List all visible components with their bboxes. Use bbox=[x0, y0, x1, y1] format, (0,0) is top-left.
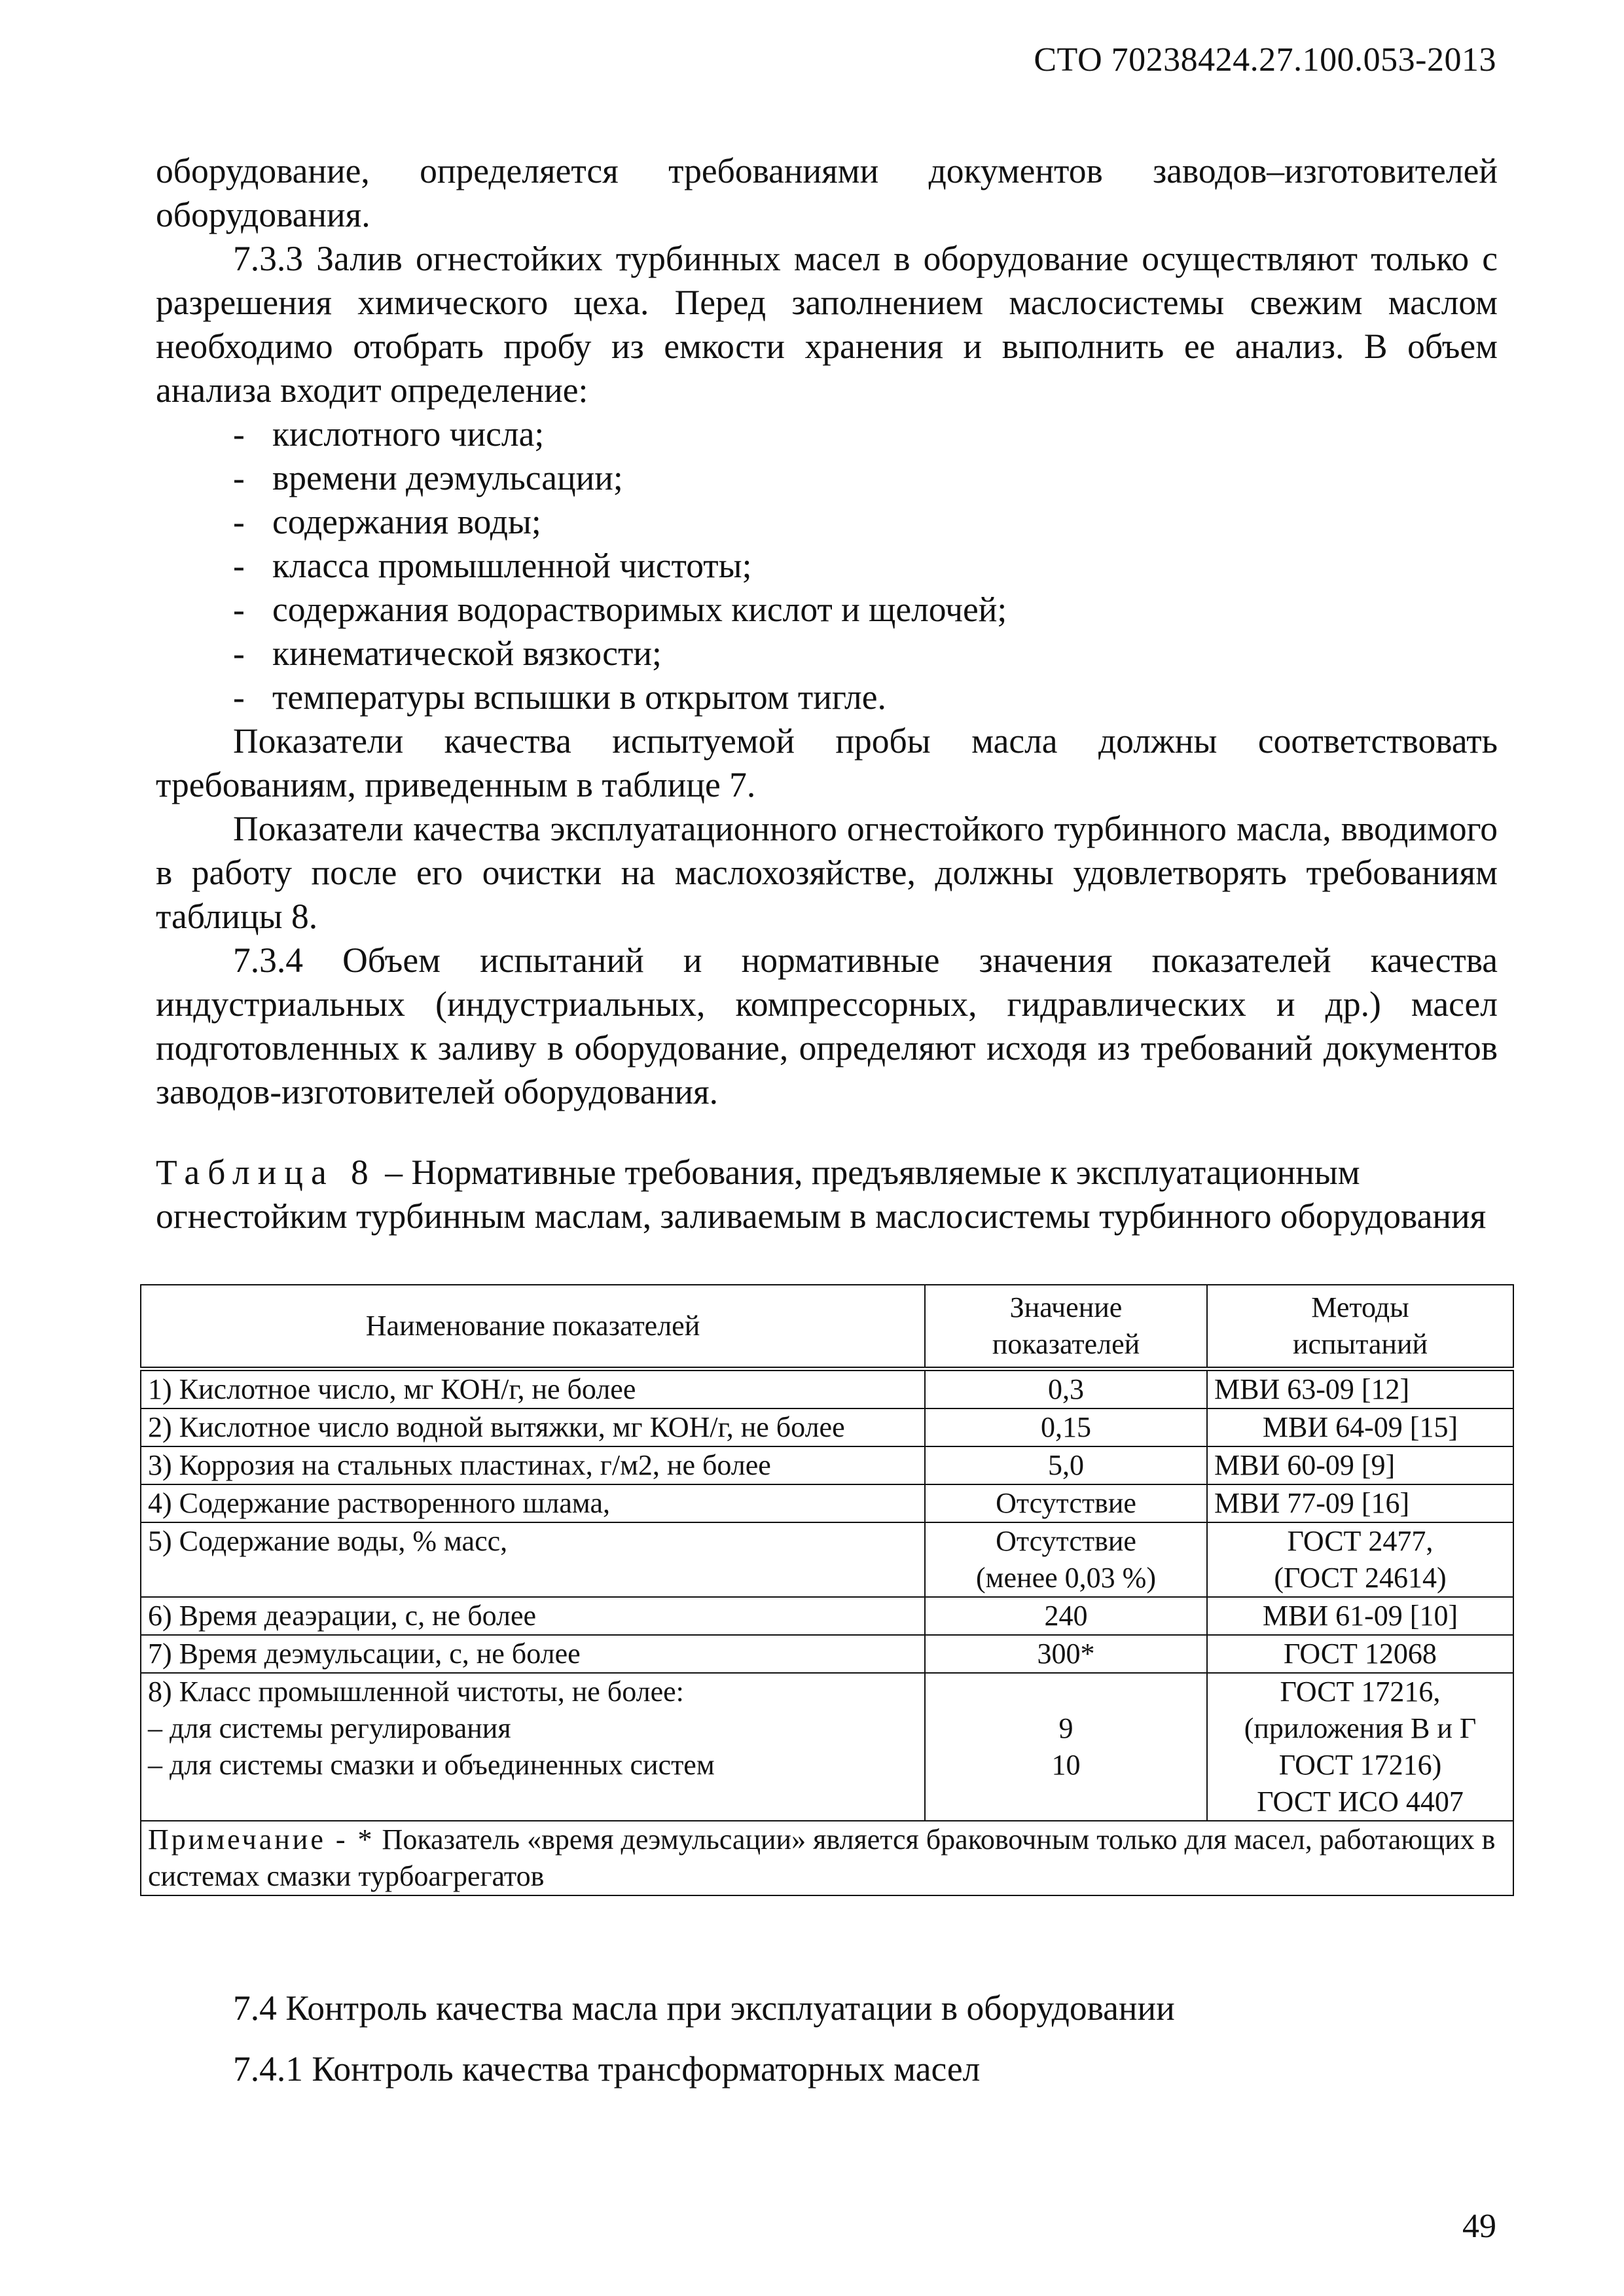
table-row: 8) Класс промышленной чистоты, не более: – для системы регулирования – для системы смазки и объединенных систем 9 10 ГОСТ 17216, (приложения В и Г ГОСТ 17216) ГОСТ ИСО 4407 bbox=[141, 1673, 1513, 1821]
note-text: Показатель «время деэмульсации» является браковочным только для масел, работающих в системах смазки турбоагрегатов bbox=[148, 1823, 1496, 1892]
table-row: 4) Содержание растворенного шлама, Отсутствие МВИ 77-09 [16] bbox=[141, 1484, 1513, 1522]
paragraph-7-3-3: 7.3.3 Залив огнестойких турбинных масел в оборудование осуществляют только с разрешения химического цеха. Перед заполнением маслосистемы свежим маслом необходимо отобрать пробу из емкости хранения и выполнить ее анализ. В объем анализа входит определение: bbox=[156, 239, 1498, 410]
list-item: - содержания водорастворимых кислот и щелочей; bbox=[233, 590, 1007, 629]
table-row: 3) Коррозия на стальных пластинах, г/м2, не более 5,0 МВИ 60-09 [9] bbox=[141, 1446, 1513, 1484]
table-row: 6) Время деаэрации, с, не более 240 МВИ 61-09 [10] bbox=[141, 1597, 1513, 1635]
table-caption-text: Нормативные требования, предъявляемые к эксплуатационным огнестойким турбинным маслам, заливаемым в маслосистемы турбинного оборудования bbox=[156, 1153, 1487, 1236]
column-header-name: Наименование показателей bbox=[141, 1285, 925, 1369]
analysis-list bbox=[156, 412, 1498, 719]
table-row: 7) Время деэмульсации, с, не более 300* ГОСТ 12068 bbox=[141, 1635, 1513, 1673]
table-row: 2) Кислотное число водной вытяжки, мг КОН/г, не более 0,15 МВИ 64-09 [15] bbox=[141, 1408, 1513, 1446]
paragraph-quality-sample: Показатели качества испытуемой пробы масла должны соответствовать требованиям, приведенным в таблице 7. bbox=[156, 721, 1498, 804]
table-header-row bbox=[141, 1285, 1513, 1369]
list-item: - температуры вспышки в открытом тигле. bbox=[233, 677, 886, 717]
table-caption: Таблица 8 – Нормативные требования, предъявляемые к эксплуатационным огнестойким турбинным маслам, заливаемым в маслосистемы турбинного оборудования bbox=[156, 1153, 1487, 1236]
section-heading-7-4-1: 7.4.1 Контроль качества трансформаторных масел bbox=[233, 2049, 981, 2089]
paragraph-quality-operational: Показатели качества эксплуатационного огнестойкого турбинного масла, вводимого в работу после его очистки на маслохозяйстве, должны удовлетворять требованиям таблицы 8. bbox=[156, 809, 1498, 936]
document-code-header: СТО 70238424.27.100.053-2013 bbox=[1034, 41, 1496, 79]
section-heading-7-4: 7.4 Контроль качества масла при эксплуатации в оборудовании bbox=[233, 1988, 1175, 2028]
list-item: - класса промышленной чистоты; bbox=[233, 546, 752, 585]
table-row: 1) Кислотное число, мг КОН/г, не более 0,3 МВИ 63-09 [12] bbox=[141, 1369, 1513, 1409]
list-item: - кислотного числа; bbox=[233, 414, 545, 454]
list-item: - кинематической вязкости; bbox=[233, 634, 662, 673]
column-header-value: Значение показателей bbox=[925, 1285, 1207, 1369]
requirements-table bbox=[140, 1284, 1514, 1896]
table-row: 5) Содержание воды, % масс, Отсутствие (менее 0,03 %) ГОСТ 2477, (ГОСТ 24614) bbox=[141, 1522, 1513, 1597]
list-item: - времени деэмульсации; bbox=[233, 458, 623, 497]
paragraph-continuation: оборудование, определяется требованиями документов заводов–изготовителей оборудования. bbox=[156, 151, 1498, 234]
body-text bbox=[156, 149, 1498, 1114]
column-header-method: Методы испытаний bbox=[1207, 1285, 1513, 1369]
note-label: Примечание - * bbox=[148, 1823, 375, 1856]
list-item: - содержания воды; bbox=[233, 502, 541, 541]
table-caption-label: Таблица 8 bbox=[156, 1153, 376, 1192]
table-note-row bbox=[141, 1821, 1513, 1895]
page-number: 49 bbox=[1462, 2208, 1496, 2245]
paragraph-7-3-4: 7.3.4 Объем испытаний и нормативные значения показателей качества индустриальных (индустриальных, компрессорных, гидравлических и др.) масел подготовленных к заливу в оборудование, определяют исходя из требований документов заводов-изготовителей оборудования. bbox=[156, 941, 1498, 1111]
